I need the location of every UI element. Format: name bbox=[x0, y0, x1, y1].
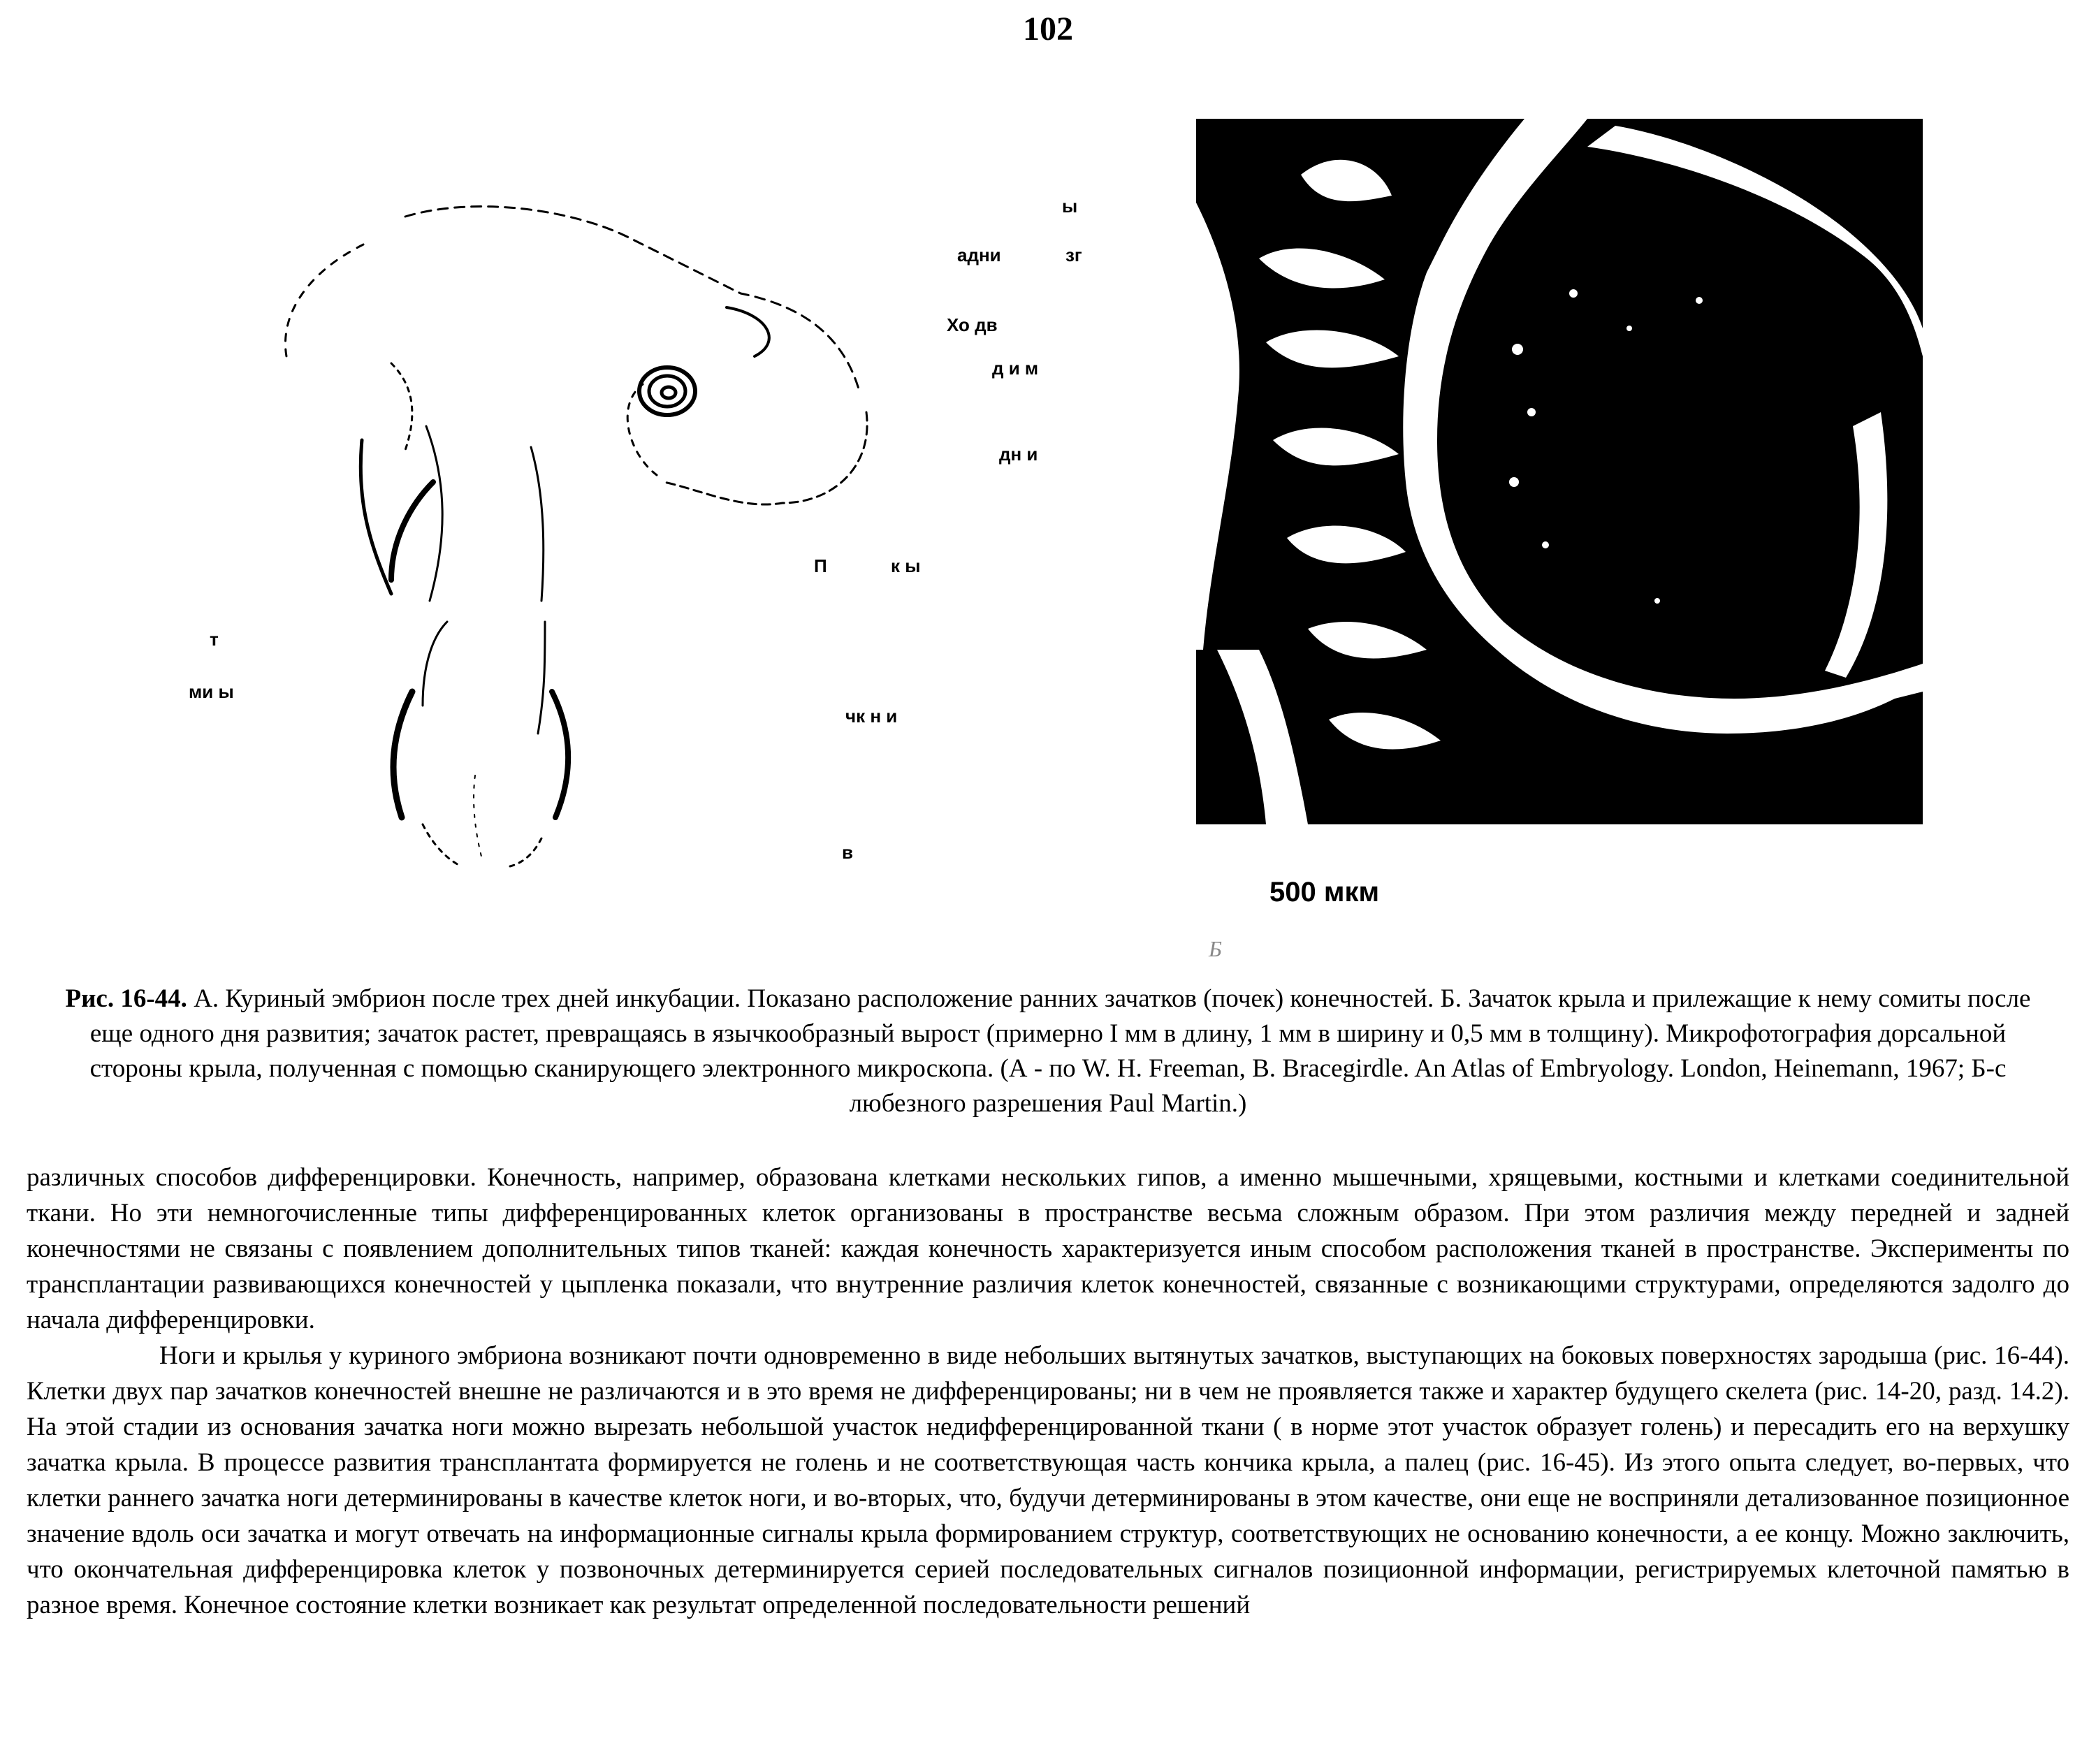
caption-text: А. Куриный эмбрион после трех дней инкубации. Показано расположение ранних зачатков (почек) конечностей. Б. Зачаток крыла и прилежащие к нему сомиты после еще одного дня развития; зачаток растет, превращаясь в язычкообразный вырост (примерно I мм в длину, 1 мм в ширину и 0,5 мм в толщину). Микрофотография дорсальной стороны крыла, полученная с помощью сканирующего электронного микроскопа. (А - по W. H. Freeman, B. Bracegirdle. An Atlas of Embryology. London, Heinemann, 1967; Б-с любезного разрешения Paul Martin.) bbox=[89, 984, 2031, 1118]
page-number: 102 bbox=[1023, 10, 1073, 48]
embryo-illustration bbox=[182, 175, 1020, 908]
paragraph: Ноги и крылья у куриного эмбриона возникают почти одновременно в виде небольших вытянутых зачатков, выступающих на боковых поверхностях зародыша (рис. 16-44). Клетки двух пар зачатков конечностей внешне не различаются и в это время не дифференцированы; ни в чем не проявляется также и характер будущего скелета (рис. 14-20, разд. 14.2). На этой стадии из основания зачатка ноги можно вырезать небольшой участок недифференцированной ткани ( в норме этот участок образует голень) и пересадить его на верхушку зачатка крыла. В процессе развития трансплантата формируется не голень и не соответствующая часть кончика крыла, а палец (рис. 16-45). Из этого опыта следует, во-первых, что клетки раннего зачатка ноги детерминированы в качестве клеток ноги, и во-вторых, что, будучи детерминированы в этом качестве, они еще не восприняли детализованное позиционное значение вдоль оси зачатка и могут отвечать на информационные сигналы крыла формированием структур, соответствующих не основанию конечности, а ее концу. Можно заключить, что окончательная дифференцировка клеток у позвоночных детерминируется серией последовательных сигналов позиционной информации, регистрируемых клеточной памятью в разное время. Конечное состояние клетки возникает как результат определенной последовательности решений bbox=[27, 1341, 2069, 1619]
figure-a-label: Хо дв bbox=[947, 314, 998, 335]
figure-a-embryo-drawing bbox=[182, 175, 1082, 908]
figure-a-label: П bbox=[814, 555, 827, 576]
figure-a-label: адни bbox=[957, 245, 1001, 265]
paragraph: различных способов дифференцировки. Конечность, например, образована клетками нескольких гипов, а именно мышечными, хрящевыми, костными и клетками соединительной ткани. Но эти немногочисленные типы дифференцированных клеток организованы в пространстве весьма сложным образом. При этом различия между передней и задней конечностями не связаны с появлением дополнительных типов тканей: каждая конечность характеризуется иным способом расположения тканей в пространстве. Эксперименты по трансплантации развивающихся конечностей у цыпленка показали, что внутренние различия клеток конечностей, связанные с возникающими структурами, определяются задолго до начала дифференцировки. bbox=[27, 1163, 2069, 1334]
figure-a-label: чк н и bbox=[845, 706, 898, 727]
figure-a-label: т bbox=[210, 629, 219, 650]
body-text bbox=[27, 1160, 2069, 1623]
figure-a-label: в bbox=[842, 842, 853, 863]
panel-letter-b: Б bbox=[1209, 936, 1222, 961]
figure-a-label: дн и bbox=[999, 444, 1038, 465]
caption-figure-number: Рис. 16-44. bbox=[65, 984, 187, 1013]
figure-a-label: ы bbox=[1062, 196, 1078, 217]
sem-micrograph-image bbox=[1196, 119, 1923, 824]
figure-a-label: ми ы bbox=[189, 681, 234, 702]
scale-bar-label: 500 мкм bbox=[1269, 877, 1380, 907]
figure-a-label: д и м bbox=[992, 358, 1039, 379]
figure-a-label: зг bbox=[1065, 245, 1082, 265]
figure-b-micrograph bbox=[1196, 119, 1923, 971]
figure-caption bbox=[42, 982, 2054, 1121]
figure-a-label: к ы bbox=[891, 555, 921, 576]
